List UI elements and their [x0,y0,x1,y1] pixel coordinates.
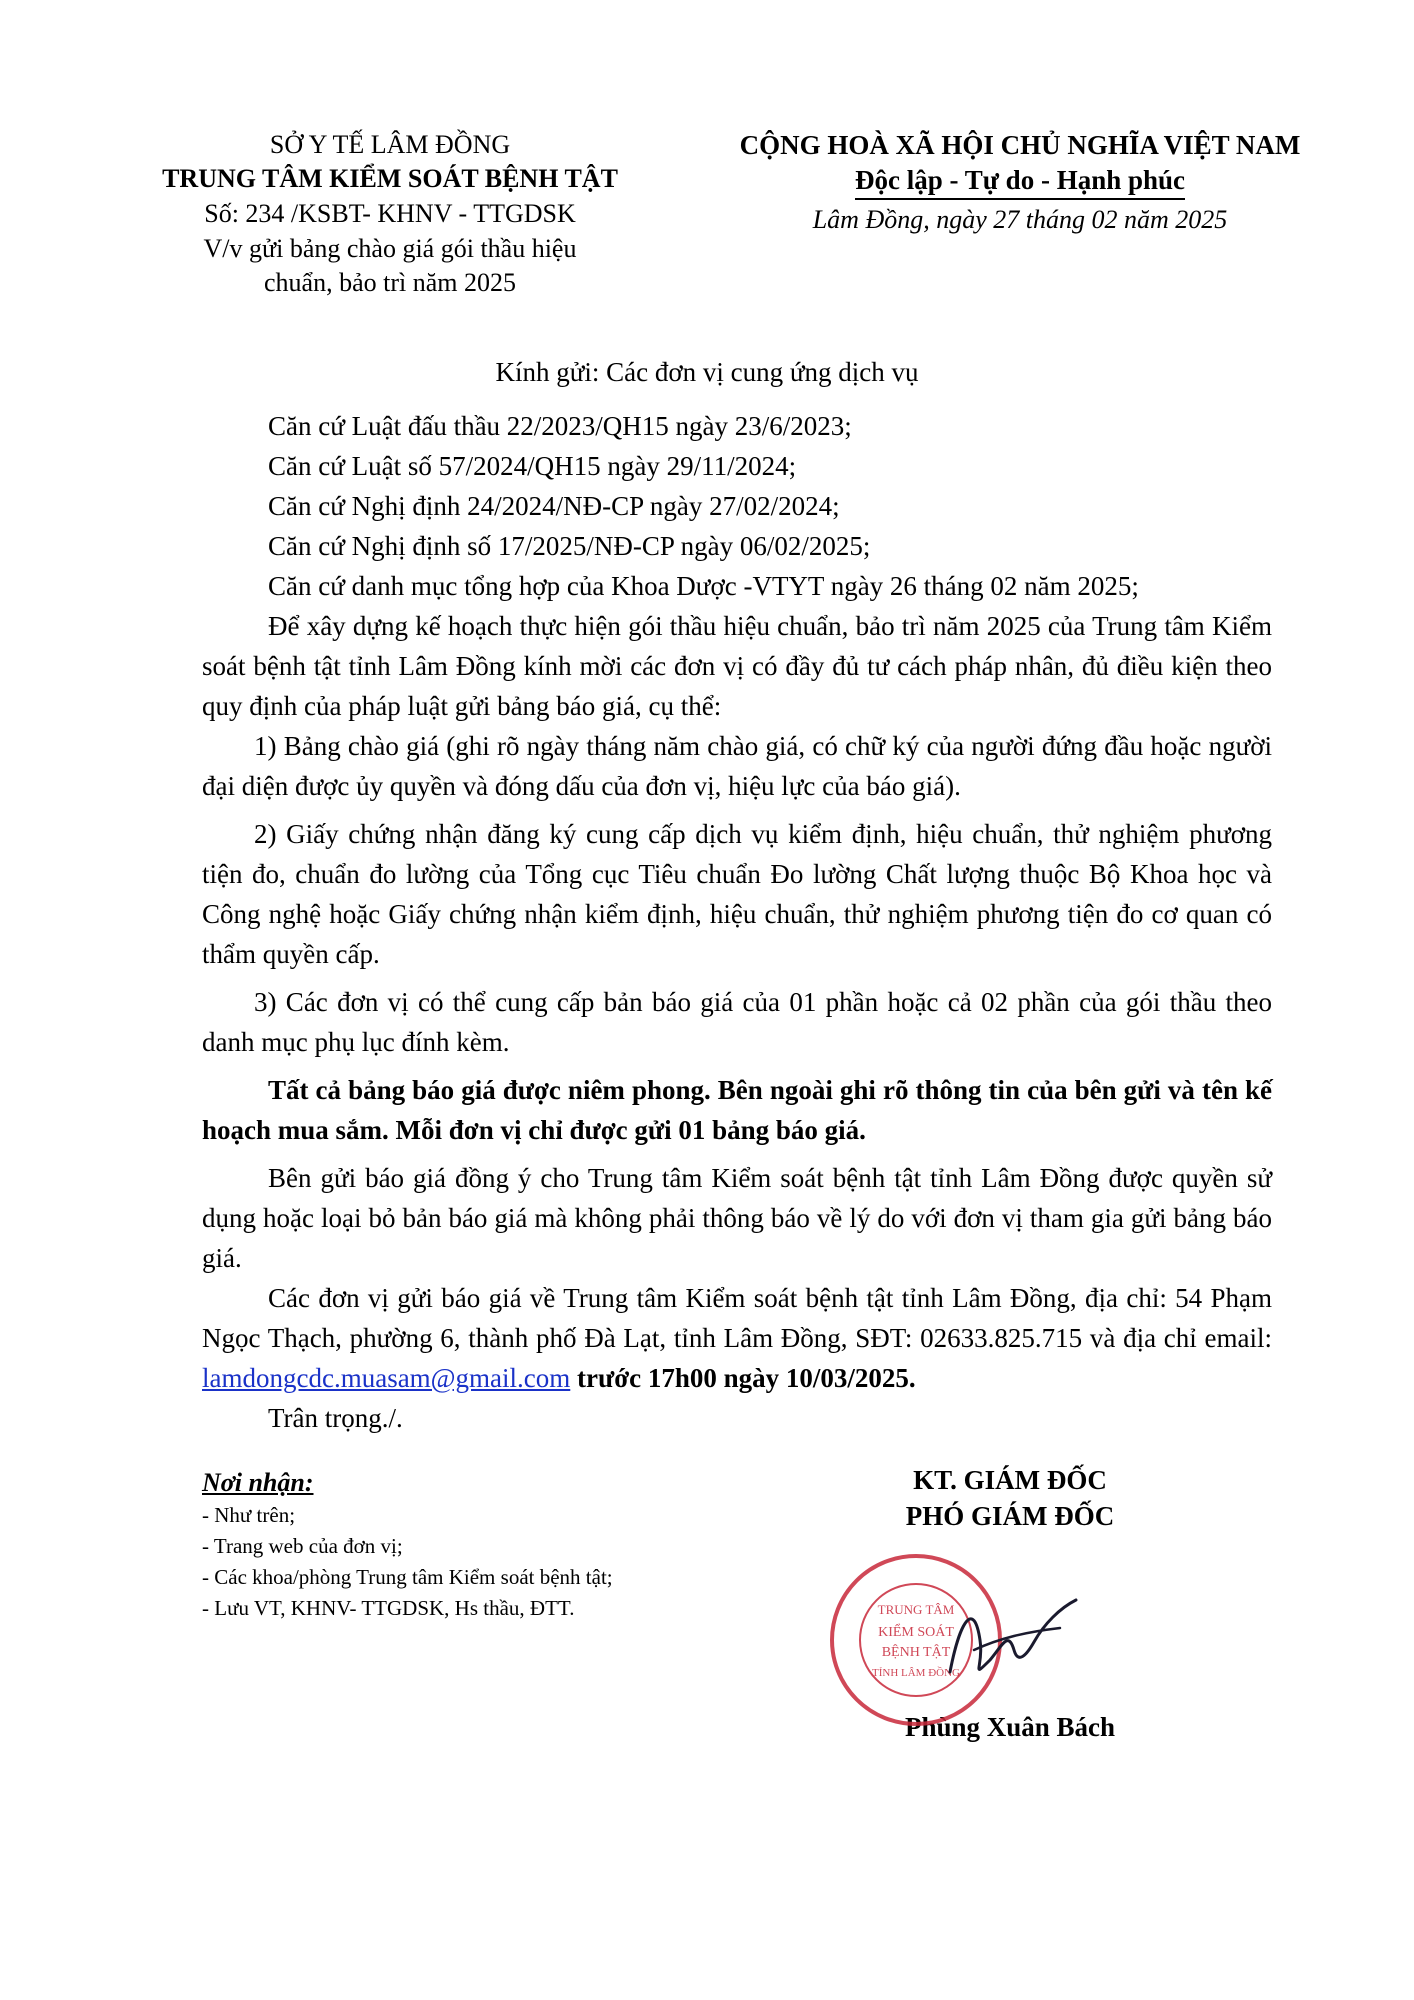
recipient-item: - Các khoa/phòng Trung tâm Kiểm soát bệnh tật; [202,1565,613,1589]
closing-greeting: Trân trọng./. [268,1403,403,1433]
recipients-title: Nơi nhận: [202,1468,314,1497]
signer-role-2: PHÓ GIÁM ĐỐC [905,1501,1115,1531]
email-link[interactable]: lamdongcdc.muasam@gmail.com [202,1363,571,1393]
requirement-1: 1) Bảng chào giá (ghi rõ ngày tháng năm chào giá, có chữ ký của người đứng đầu hoặc người đại diện được ủy quyền và đóng dấu của đơn vị, hiệu lực của báo giá). [202,731,1272,801]
country-name: CỘNG HOÀ XÃ HỘI CHỦ NGHĨA VIỆT NAM [739,130,1301,160]
recipient-item: - Lưu VT, KHNV- TTGDSK, Hs thầu, ĐTT. [202,1596,575,1620]
national-motto: Độc lập - Tự do - Hạnh phúc [855,162,1185,200]
agency-name: SỞ Y TẾ LÂM ĐỒNG [269,130,511,159]
svg-text:TỈNH LÂM ĐỒNG: TỈNH LÂM ĐỒNG [872,1667,960,1679]
legal-basis-4: Căn cứ Nghị định số 17/2025/NĐ-CP ngày 06/02/2025; [268,531,871,561]
handwritten-signature [930,1580,1090,1700]
sealed-notice: Tất cả bảng báo giá được niêm phong. Bên ngoài ghi rõ thông tin của bên gửi và tên kế hoạch mua sắm. Mỗi đơn vị chỉ được gửi 01 bảng báo giá. [202,1075,1272,1145]
legal-basis-2: Căn cứ Luật số 57/2024/QH15 ngày 29/11/2024; [268,451,797,481]
document-number: Số: 234 /KSBT- KHNV - TTGDSK [204,199,576,228]
recipient-line: Kính gửi: Các đơn vị cung ứng dịch vụ [495,357,919,387]
requirement-2: 2) Giấy chứng nhận đăng ký cung cấp dịch vụ kiểm định, hiệu chuẩn, thử nghiệm phương tiện đo, chuẩn đo lường của Tổng cục Tiêu chuẩn Đo lường Chất lượng thuộc Bộ Khoa học và Công nghệ hoặc Giấy chứng nhận kiểm định, hiệu chuẩn, thử nghiệm phương tiện đo cơ quan có thẩm quyền cấp. [202,819,1272,969]
deadline-text: trước 17h00 ngày 10/03/2025. [570,1363,916,1393]
subject-line-2: chuẩn, bảo trì năm 2025 [264,268,516,297]
submission-paragraph [202,1278,1272,1398]
submission-text: Các đơn vị gửi báo giá về Trung tâm Kiểm soát bệnh tật tỉnh Lâm Đồng, địa chỉ: 54 Phạm Ngọc Thạch, phường 6, thành phố Đà Lạt, tỉnh Lâm Đồng, SĐT: 02633.825.715 và địa chỉ email: [202,1283,1272,1353]
place-date: Lâm Đồng, ngày 27 tháng 02 năm 2025 [812,205,1228,234]
recipient-item: - Trang web của đơn vị; [202,1534,403,1558]
recipients-block [202,1466,762,1624]
requirement-3: 3) Các đơn vị có thể cung cấp bản báo giá của 01 phần hoặc cả 02 phần của gói thầu theo danh mục phụ lục đính kèm. [202,987,1272,1057]
svg-text:TRUNG TÂM: TRUNG TÂM [877,1602,955,1617]
issuer-header [110,128,670,300]
intro-paragraph: Để xây dựng kế hoạch thực hiện gói thầu hiệu chuẩn, bảo trì năm 2025 của Trung tâm Kiểm soát bệnh tật tỉnh Lâm Đồng kính mời các đơn vị có đầy đủ tư cách pháp nhân, đủ điều kiện theo quy định của pháp luật gửi bảng báo giá, cụ thể: [202,611,1272,721]
national-header [700,128,1340,240]
legal-basis-1: Căn cứ Luật đấu thầu 22/2023/QH15 ngày 23/6/2023; [268,411,852,441]
organization-name: TRUNG TÂM KIỂM SOÁT BỆNH TẬT [162,164,618,193]
legal-basis-3: Căn cứ Nghị định 24/2024/NĐ-CP ngày 27/02/2024; [268,491,840,521]
signer-name: Phùng Xuân Bách [904,1712,1116,1742]
legal-basis-5: Căn cứ danh mục tổng hợp của Khoa Dược -VTYT ngày 26 tháng 02 năm 2025; [268,571,1139,601]
signer-role-1: KT. GIÁM ĐỐC [913,1465,1107,1495]
svg-text:KIỂM SOÁT: KIỂM SOÁT [878,1625,954,1640]
recipient-item: - Như trên; [202,1503,296,1527]
letter-body [202,406,1272,1438]
consent-paragraph: Bên gửi báo giá đồng ý cho Trung tâm Kiểm soát bệnh tật tỉnh Lâm Đồng được quyền sử dụng hoặc loại bỏ bản báo giá mà không phải thông báo về lý do với đơn vị tham gia gửi bảng báo giá. [202,1163,1272,1273]
subject-line-1: V/v gửi bảng chào giá gói thầu hiệu [203,234,577,263]
svg-text:BỆNH TẬT: BỆNH TẬT [881,1645,951,1660]
